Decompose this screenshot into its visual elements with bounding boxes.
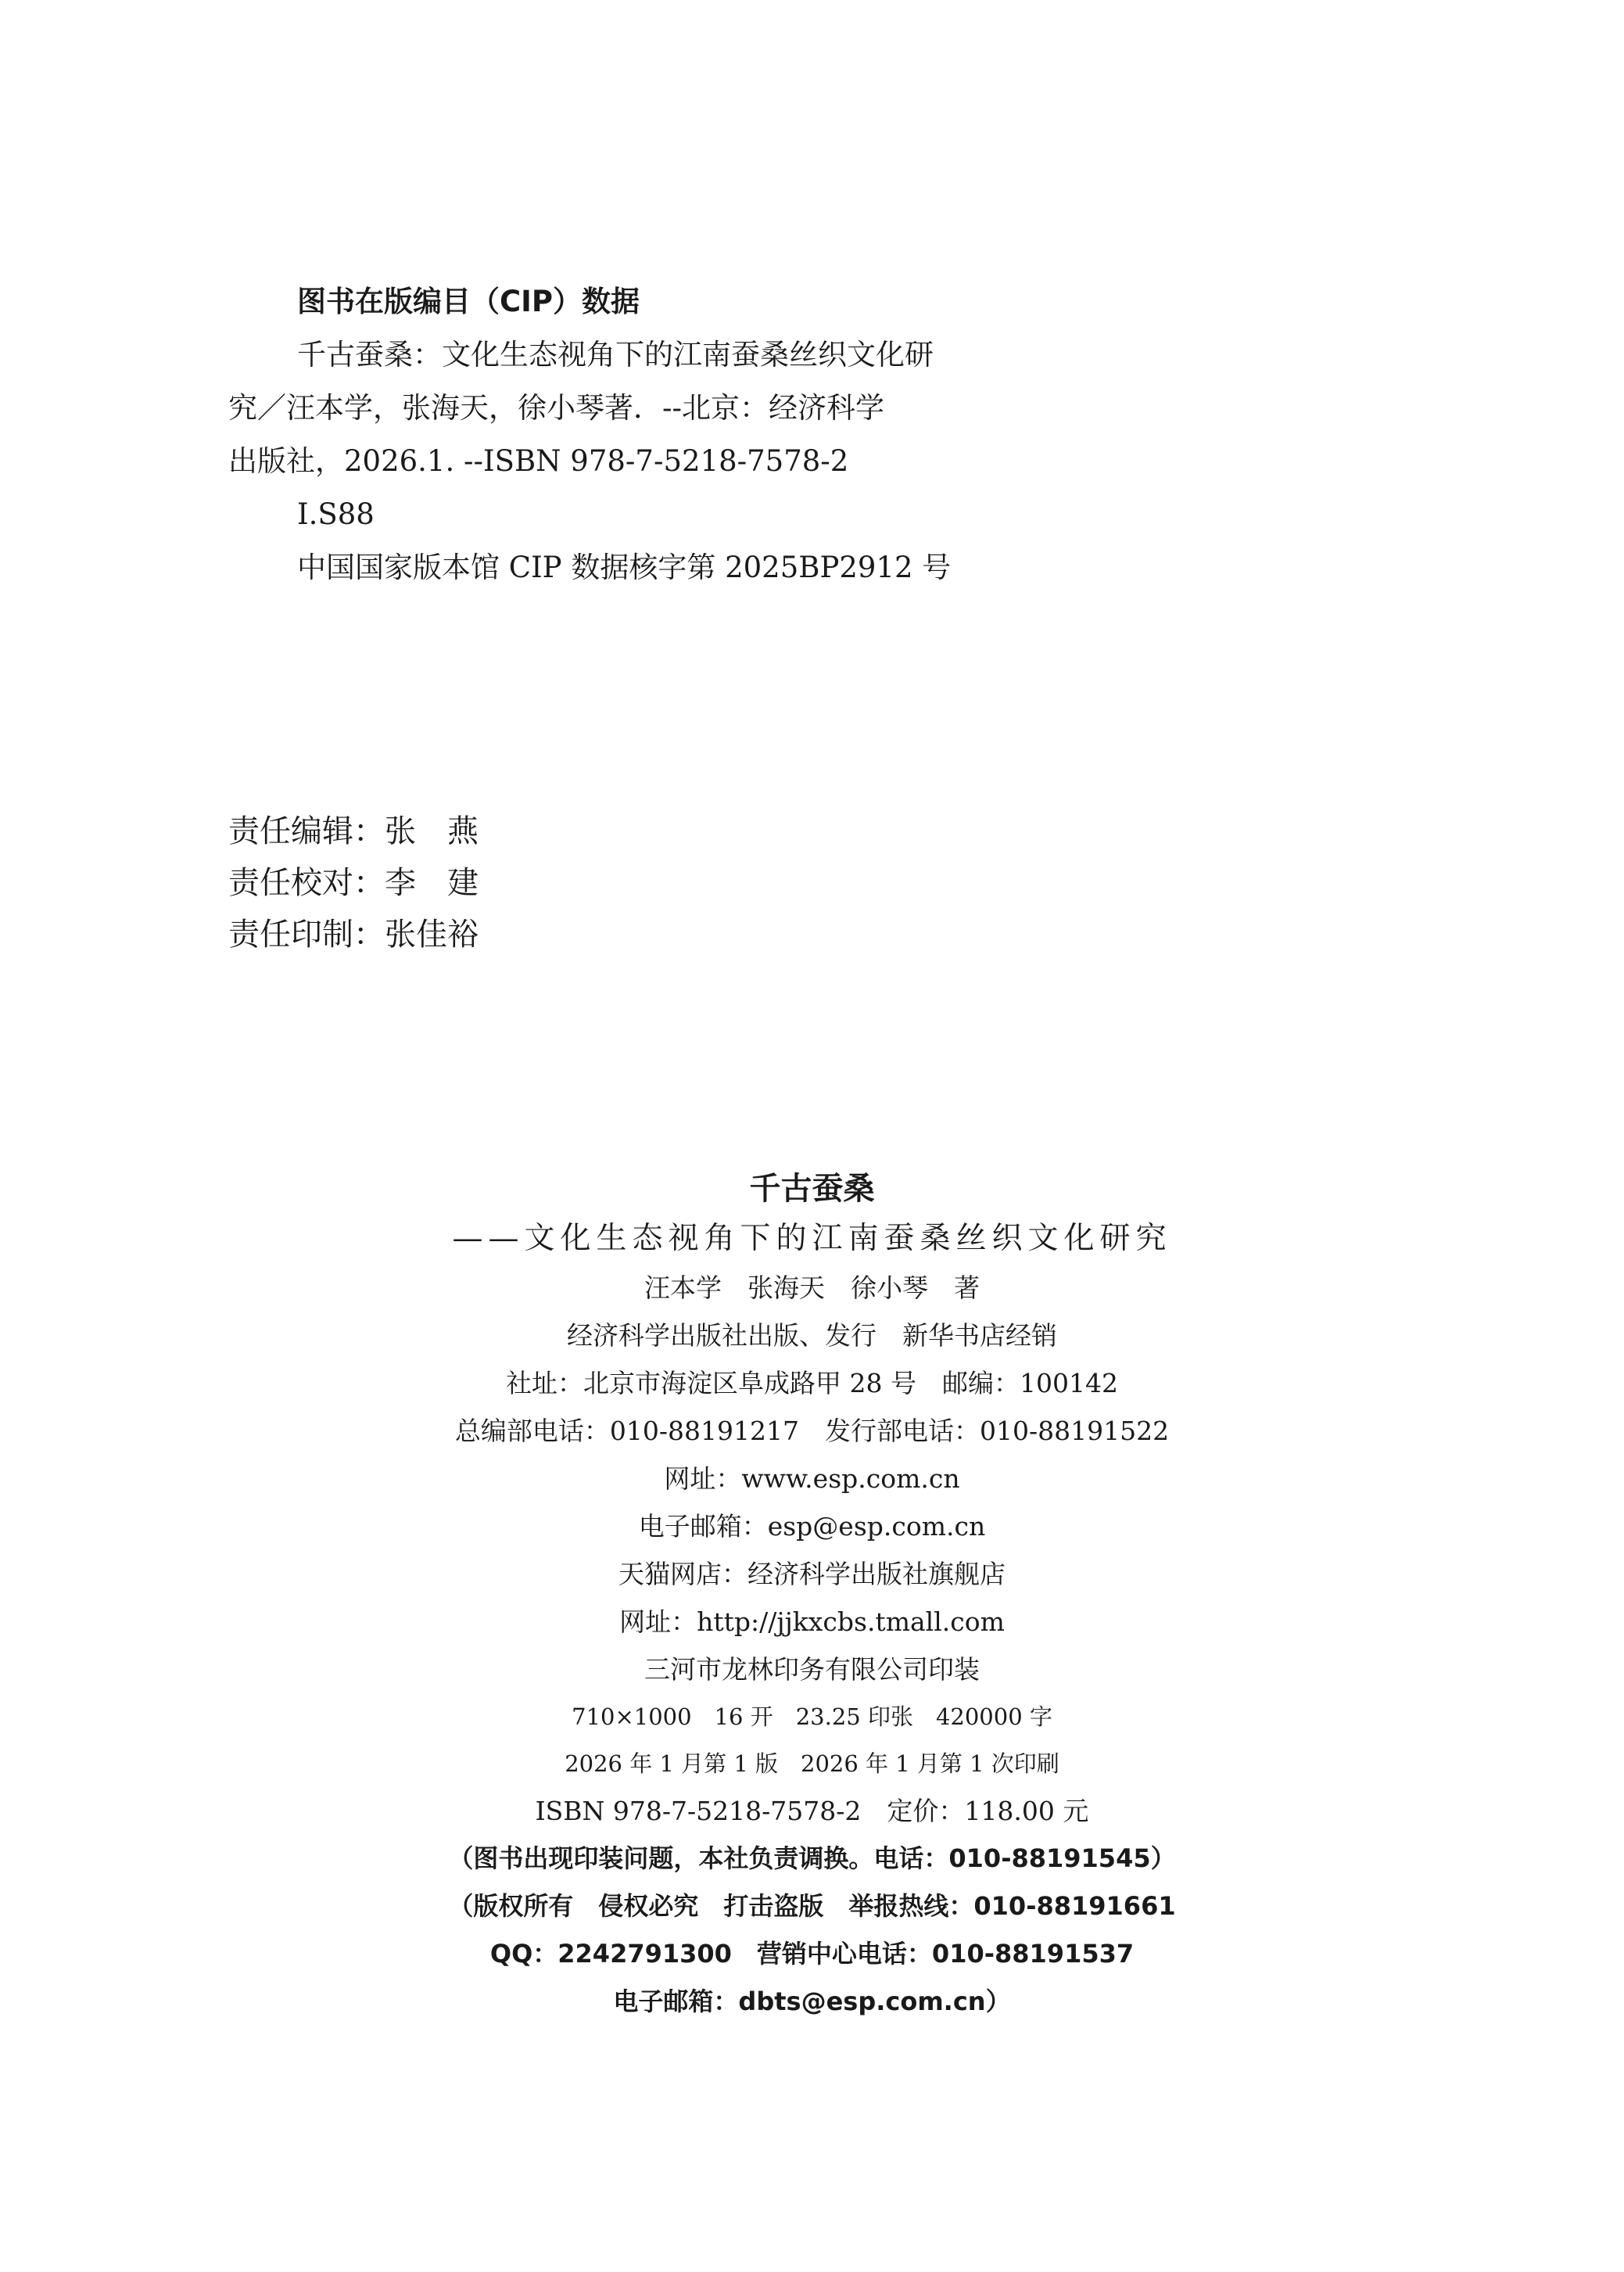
staff-printing (228, 909, 479, 960)
responsible-staff (228, 806, 479, 960)
cip-line-3: 出版社，2026.1. --ISBN 978-7-5218-7578-2 (228, 444, 849, 478)
staff-role: 责任校对： (228, 865, 385, 901)
edition-info: 2026 年 1 月第 1 版 2026 年 1 月第 1 次印刷 (565, 1750, 1059, 1777)
authors: 汪本学 张海天 徐小琴 著 (644, 1272, 980, 1303)
publisher-address: 社址：北京市海淀区阜成路甲 28 号 邮编：100142 (506, 1368, 1118, 1398)
cip-line-2: 究／汪本学，张海天，徐小琴著．--北京：经济科学 (228, 391, 885, 425)
phone-numbers: 总编部电话：010-88191217 发行部电话：010-88191522 (454, 1416, 1170, 1446)
notice-copyright: （版权所有 侵权必究 打击盗版 举报热线：010-88191661 (448, 1891, 1176, 1921)
email: 电子邮箱：esp@esp.com.cn (638, 1511, 986, 1542)
website: 网址：www.esp.com.cn (664, 1463, 960, 1494)
book-title: 千古蚕桑 (749, 1171, 875, 1207)
notice-email: 电子邮箱：dbts@esp.com.cn） (613, 1987, 1011, 2016)
isbn-price: ISBN 978-7-5218-7578-2 定价：118.00 元 (535, 1796, 1089, 1826)
cip-record-number: 中国国家版本馆 CIP 数据核字第 2025BP2912 号 (297, 551, 952, 584)
staff-proofreader (228, 857, 479, 909)
staff-editor (228, 806, 479, 857)
tmall-store: 天猫网店：经济科学出版社旗舰店 (618, 1559, 1006, 1589)
cip-heading: 图书在版编目（CIP）数据 (297, 285, 640, 318)
cip-data-block (228, 275, 1073, 594)
staff-name: 李 建 (385, 865, 479, 901)
format-spec: 710×1000 16 开 23.25 印张 420000 字 (572, 1703, 1052, 1730)
publisher-line: 经济科学出版社出版、发行 新华书店经销 (567, 1320, 1057, 1351)
printer: 三河市龙林印务有限公司印装 (644, 1654, 980, 1685)
staff-role: 责任编辑： (228, 813, 385, 849)
staff-name: 张佳裕 (385, 917, 479, 953)
cip-classification: Ⅰ.S88 (297, 497, 375, 531)
staff-role: 责任印制： (228, 917, 385, 953)
colophon (0, 1164, 1624, 2026)
book-subtitle: ——文化生态视角下的江南蚕桑丝织文化研究 (452, 1221, 1172, 1256)
notice-contact: QQ：2242791300 营销中心电话：010-88191537 (489, 1939, 1135, 1969)
tmall-url: 网址：http://jjkxcbs.tmall.com (619, 1606, 1005, 1637)
cip-line-1: 千古蚕桑：文化生态视角下的江南蚕桑丝织文化研 (297, 338, 934, 371)
notice-printing-issue: （图书出现印装问题，本社负责调换。电话：010-88191545） (448, 1843, 1176, 1873)
staff-name: 张 燕 (385, 813, 479, 849)
